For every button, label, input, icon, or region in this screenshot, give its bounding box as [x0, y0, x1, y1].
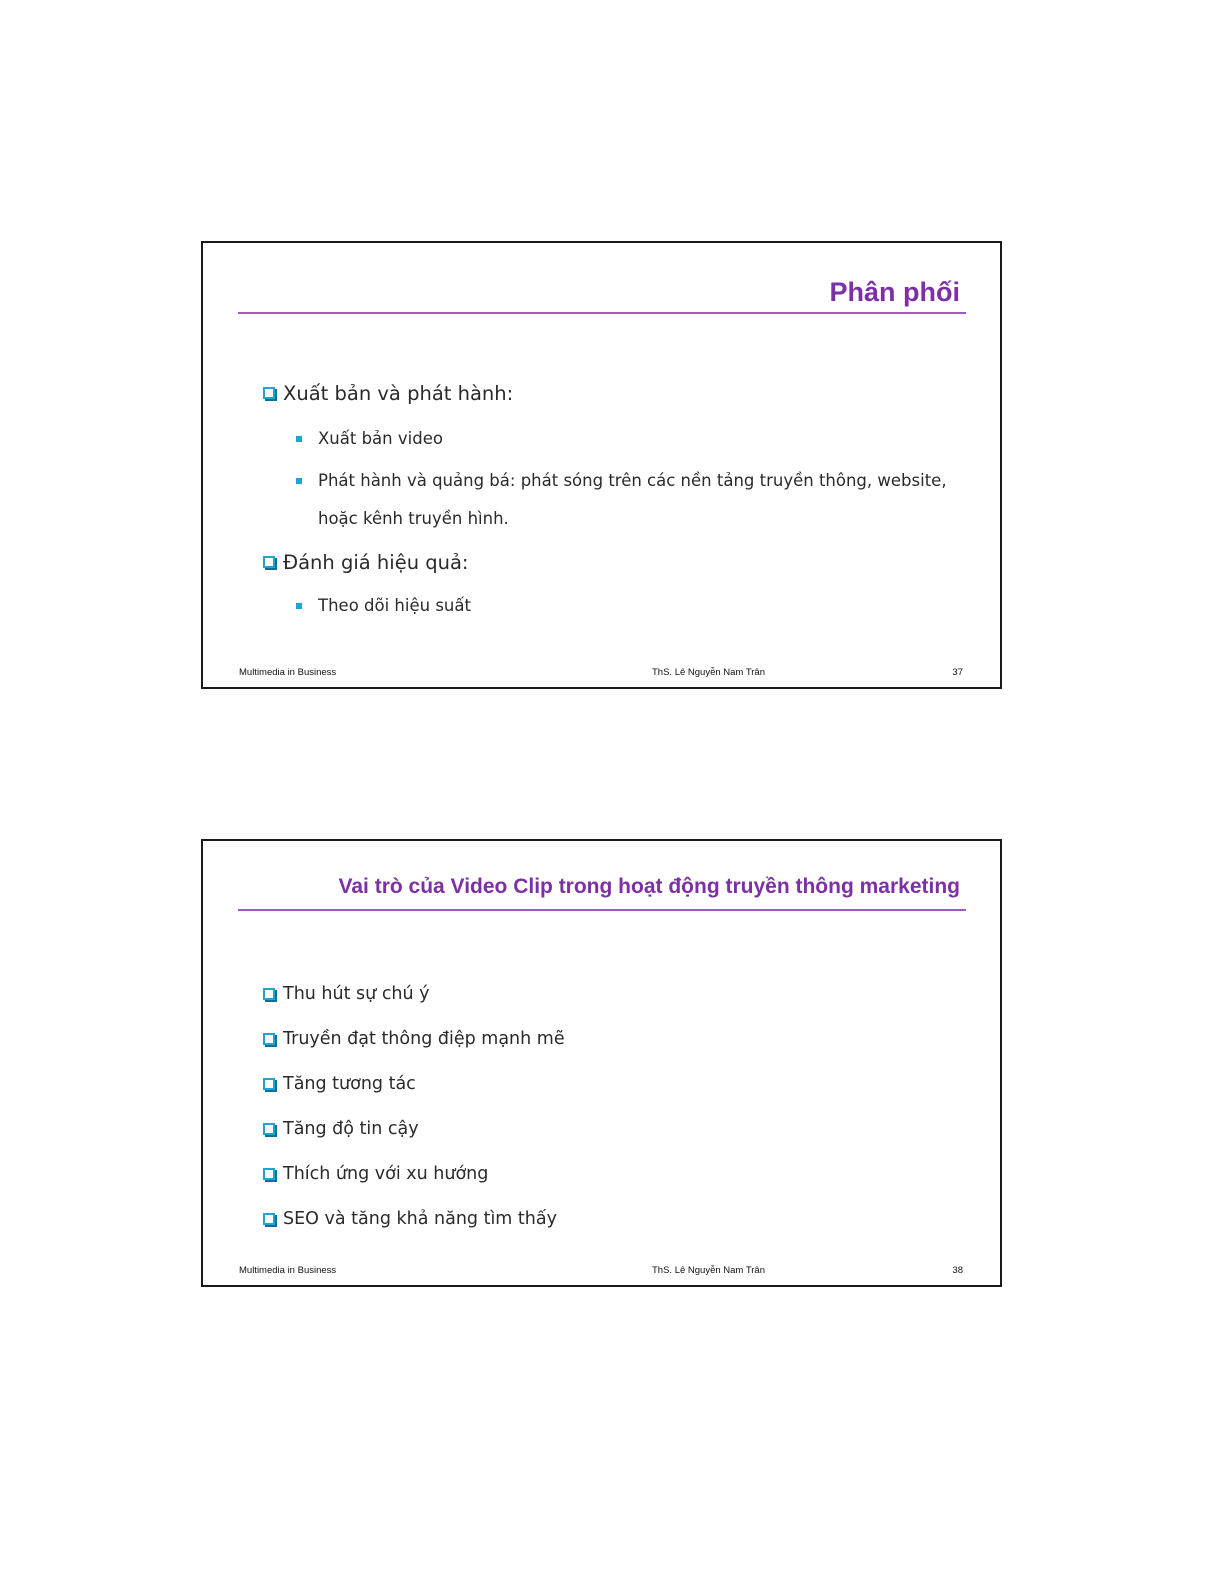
- sub-list-item: [263, 420, 960, 458]
- slide-37: [201, 241, 1002, 689]
- checkbox-bullet-icon: [263, 1213, 275, 1225]
- footer-author: ThS. Lê Nguyễn Nam Trân: [652, 1265, 765, 1276]
- list-item-text: Tăng độ tin cậy: [283, 1118, 419, 1139]
- sub-list-item-text: Theo dõi hiệu suất: [318, 596, 471, 615]
- slide-title: Phân phối: [829, 277, 960, 307]
- footer-page-number: 38: [952, 1265, 963, 1276]
- checkbox-bullet-icon: [263, 1168, 275, 1180]
- sub-list-item: [263, 587, 960, 625]
- sub-list-item-text: Phát hành và quảng bá: phát sóng trên các nền tảng truyền thông, website, hoặc kênh truyền hình.: [318, 471, 947, 528]
- checkbox-bullet-icon: [263, 1033, 275, 1045]
- list-item: [263, 544, 960, 580]
- checkbox-bullet-icon: [263, 1078, 275, 1090]
- slide-content: [263, 971, 960, 1241]
- square-bullet-icon: [296, 436, 302, 442]
- footer-course: Multimedia in Business: [239, 1265, 337, 1276]
- slide-title: Vai trò của Video Clip trong hoạt động truyền thông marketing: [338, 875, 960, 898]
- checkbox-bullet-icon: [263, 988, 275, 1000]
- list-item: [263, 1061, 960, 1106]
- list-item-text: SEO và tăng khả năng tìm thấy: [283, 1208, 557, 1229]
- list-item: [263, 1151, 960, 1196]
- slide-content: [263, 375, 960, 625]
- sub-list-item-text: Xuất bản video: [318, 429, 443, 448]
- sub-list-item: [263, 462, 960, 538]
- footer-page-number: 37: [952, 667, 963, 678]
- list-item-text: Tăng tương tác: [283, 1073, 416, 1094]
- list-item: [263, 1016, 960, 1061]
- footer-author: ThS. Lê Nguyễn Nam Trân: [652, 667, 765, 678]
- list-item-text: Thu hút sự chú ý: [283, 983, 430, 1004]
- list-item: [263, 1106, 960, 1151]
- square-bullet-icon: [296, 603, 302, 609]
- list-item: [263, 375, 960, 411]
- slide-38: [201, 839, 1002, 1287]
- checkbox-bullet-icon: [263, 387, 275, 399]
- list-item-text: Thích ứng với xu hướng: [283, 1163, 489, 1184]
- list-item: [263, 1196, 960, 1241]
- list-item: [263, 971, 960, 1016]
- list-item-text: Truyền đạt thông điệp mạnh mẽ: [283, 1028, 565, 1049]
- checkbox-bullet-icon: [263, 556, 275, 568]
- square-bullet-icon: [296, 478, 302, 484]
- list-item-text: Đánh giá hiệu quả:: [283, 550, 469, 574]
- list-item-text: Xuất bản và phát hành:: [283, 381, 514, 405]
- title-divider: [238, 909, 966, 911]
- title-divider: [238, 312, 966, 314]
- checkbox-bullet-icon: [263, 1123, 275, 1135]
- footer-course: Multimedia in Business: [239, 667, 337, 678]
